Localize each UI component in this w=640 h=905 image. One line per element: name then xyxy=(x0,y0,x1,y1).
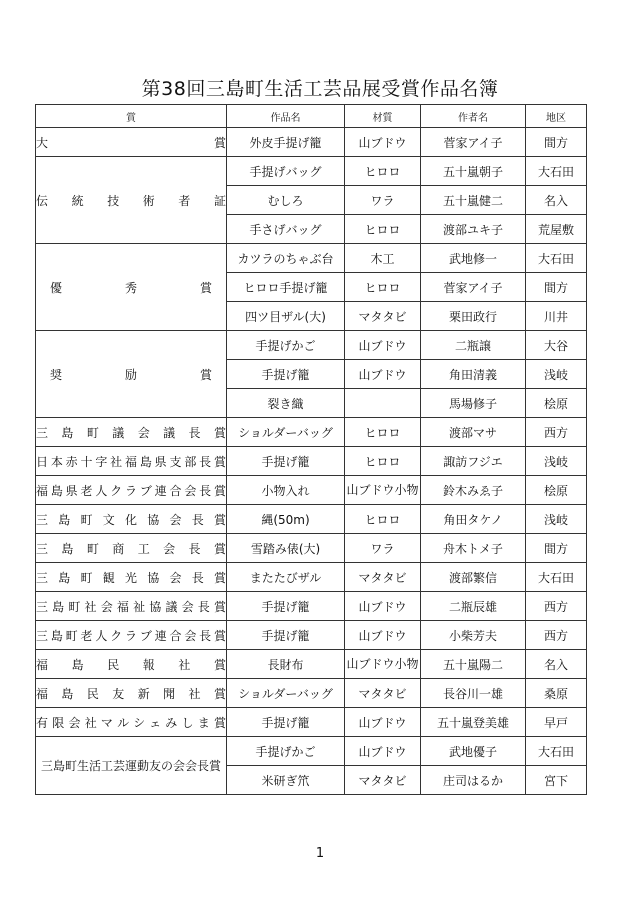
award-taisho: 大賞 xyxy=(36,128,227,157)
author-cell: 二瓶辰雄 xyxy=(421,592,526,621)
author-cell: 諏訪フジエ xyxy=(421,447,526,476)
work-cell: 米研ぎ笊 xyxy=(227,766,345,795)
material-cell: 山ブドウ xyxy=(345,128,421,157)
author-cell: 渡部繁信 xyxy=(421,563,526,592)
award-dento: 伝統技術者証 xyxy=(36,157,227,244)
author-cell: 五十嵐朝子 xyxy=(421,157,526,186)
author-cell: 渡部ユキ子 xyxy=(421,215,526,244)
area-cell: 名入 xyxy=(526,186,587,215)
work-cell: ヒロロ手提げ籠 xyxy=(227,273,345,302)
area-cell: 川井 xyxy=(526,302,587,331)
area-cell: 大石田 xyxy=(526,157,587,186)
work-cell: 手提げバッグ xyxy=(227,157,345,186)
material-cell: ワラ xyxy=(345,186,421,215)
material-cell xyxy=(345,389,421,418)
material-cell: ヒロロ xyxy=(345,273,421,302)
table-row xyxy=(36,505,587,534)
area-cell: 早戸 xyxy=(526,708,587,737)
work-cell: 手提げ籠 xyxy=(227,592,345,621)
award-shorei: 奨励賞 xyxy=(36,331,227,418)
material-cell: マタタビ xyxy=(345,679,421,708)
area-cell: 浅岐 xyxy=(526,360,587,389)
author-cell: 五十嵐健二 xyxy=(421,186,526,215)
area-cell: 大谷 xyxy=(526,331,587,360)
work-cell: むしろ xyxy=(227,186,345,215)
author-cell: 角田清義 xyxy=(421,360,526,389)
material-cell: ヒロロ xyxy=(345,418,421,447)
table-row xyxy=(36,534,587,563)
table-row xyxy=(36,244,587,273)
award-name-cell: 有限会社マルシェみしま賞 xyxy=(36,708,227,737)
area-cell: 桧原 xyxy=(526,476,587,505)
table-row xyxy=(36,737,587,766)
material-cell: 山ブドウ xyxy=(345,621,421,650)
author-cell: 小柴芳夫 xyxy=(421,621,526,650)
award-yushu: 優秀賞 xyxy=(36,244,227,331)
area-cell: 桧原 xyxy=(526,389,587,418)
author-cell: 長谷川一雄 xyxy=(421,679,526,708)
area-cell: 桑原 xyxy=(526,679,587,708)
table-row xyxy=(36,157,587,186)
material-cell: ヒロロ xyxy=(345,157,421,186)
work-cell: 手提げかご xyxy=(227,737,345,766)
award-name-cell: 三島町社会福祉協議会長賞 xyxy=(36,592,227,621)
table-row xyxy=(36,592,587,621)
work-cell: 手提げ籠 xyxy=(227,447,345,476)
award-name-cell: 福島民友新聞社賞 xyxy=(36,679,227,708)
award-name-cell: 三島町文化協会長賞 xyxy=(36,505,227,534)
material-cell: マタタビ xyxy=(345,563,421,592)
work-cell: カツラのちゃぶ台 xyxy=(227,244,345,273)
work-cell: 外皮手提げ籠 xyxy=(227,128,345,157)
table-row xyxy=(36,418,587,447)
work-cell: 手さげバッグ xyxy=(227,215,345,244)
material-cell: ヒロロ xyxy=(345,505,421,534)
page-title: 第38回三島町生活工芸品展受賞作品名簿 xyxy=(141,78,499,100)
area-cell: 間方 xyxy=(526,534,587,563)
table-row xyxy=(36,708,587,737)
award-name-cell: 三島町老人クラブ連合会長賞 xyxy=(36,621,227,650)
awards-table xyxy=(35,104,587,795)
area-cell: 浅岐 xyxy=(526,505,587,534)
material-cell: 山ブドウ xyxy=(345,737,421,766)
award-name-cell: 三島町観光協会長賞 xyxy=(36,563,227,592)
header-area: 地区 xyxy=(526,105,587,128)
work-cell: 雪踏み俵(大) xyxy=(227,534,345,563)
author-cell: 栗田政行 xyxy=(421,302,526,331)
area-cell: 名入 xyxy=(526,650,587,679)
award-name-cell: 日本赤十字社福島県支部長賞 xyxy=(36,447,227,476)
area-cell: 宮下 xyxy=(526,766,587,795)
work-cell: ショルダーバッグ xyxy=(227,418,345,447)
area-cell: 荒屋敷 xyxy=(526,215,587,244)
author-cell: 渡部マサ xyxy=(421,418,526,447)
header-award: 賞 xyxy=(36,105,227,128)
header-work: 作品名 xyxy=(227,105,345,128)
work-cell: 四ツ目ザル(大) xyxy=(227,302,345,331)
work-cell: 手提げ籠 xyxy=(227,621,345,650)
award-tomonokai: 三島町生活工芸運動友の会会長賞 xyxy=(36,737,227,795)
area-cell: 大石田 xyxy=(526,244,587,273)
work-cell: 手提げ籠 xyxy=(227,360,345,389)
table-row xyxy=(36,128,587,157)
work-cell: 長財布 xyxy=(227,650,345,679)
material-cell: ヒロロ xyxy=(345,447,421,476)
work-cell: 小物入れ xyxy=(227,476,345,505)
area-cell: 西方 xyxy=(526,592,587,621)
header-row xyxy=(36,105,587,128)
material-cell: マタタビ xyxy=(345,766,421,795)
area-cell: 間方 xyxy=(526,273,587,302)
work-cell: 手提げ籠 xyxy=(227,708,345,737)
material-cell: 山ブドウ xyxy=(345,708,421,737)
author-cell: 菅家アイ子 xyxy=(421,128,526,157)
table-row xyxy=(36,679,587,708)
author-cell: 菅家アイ子 xyxy=(421,273,526,302)
table-row xyxy=(36,563,587,592)
area-cell: 大石田 xyxy=(526,563,587,592)
author-cell: 武地修一 xyxy=(421,244,526,273)
author-cell: 馬場修子 xyxy=(421,389,526,418)
material-cell: ヒロロ xyxy=(345,215,421,244)
author-cell: 五十嵐陽二 xyxy=(421,650,526,679)
work-cell: 裂き織 xyxy=(227,389,345,418)
material-cell: 山ブドウ小物 xyxy=(345,650,421,679)
table-row xyxy=(36,447,587,476)
work-cell: 縄(50m) xyxy=(227,505,345,534)
material-cell: 山ブドウ xyxy=(345,360,421,389)
material-cell: ワラ xyxy=(345,534,421,563)
table-row xyxy=(36,650,587,679)
author-cell: 角田タケノ xyxy=(421,505,526,534)
work-cell: ショルダーバッグ xyxy=(227,679,345,708)
author-cell: 五十嵐登美雄 xyxy=(421,708,526,737)
area-cell: 間方 xyxy=(526,128,587,157)
material-cell: 山ブドウ xyxy=(345,592,421,621)
award-name-cell: 三島町議会議長賞 xyxy=(36,418,227,447)
header-author: 作者名 xyxy=(421,105,526,128)
area-cell: 大石田 xyxy=(526,737,587,766)
author-cell: 鈴木みゑ子 xyxy=(421,476,526,505)
page-number: 1 xyxy=(315,846,325,861)
material-cell: 山ブドウ xyxy=(345,331,421,360)
table-row xyxy=(36,331,587,360)
table-row xyxy=(36,621,587,650)
author-cell: 舟木トメ子 xyxy=(421,534,526,563)
work-cell: 手提げかご xyxy=(227,331,345,360)
material-cell: 山ブドウ小物 xyxy=(345,476,421,505)
work-cell: またたびザル xyxy=(227,563,345,592)
material-cell: 木工 xyxy=(345,244,421,273)
author-cell: 二瓶譲 xyxy=(421,331,526,360)
award-name-cell: 三島町商工会長賞 xyxy=(36,534,227,563)
award-name-cell: 福島民報社賞 xyxy=(36,650,227,679)
material-cell: マタタビ xyxy=(345,302,421,331)
author-cell: 武地優子 xyxy=(421,737,526,766)
award-name-cell: 福島県老人クラブ連合会長賞 xyxy=(36,476,227,505)
table-row xyxy=(36,476,587,505)
header-material: 材質 xyxy=(345,105,421,128)
area-cell: 浅岐 xyxy=(526,447,587,476)
area-cell: 西方 xyxy=(526,418,587,447)
area-cell: 西方 xyxy=(526,621,587,650)
author-cell: 庄司はるか xyxy=(421,766,526,795)
